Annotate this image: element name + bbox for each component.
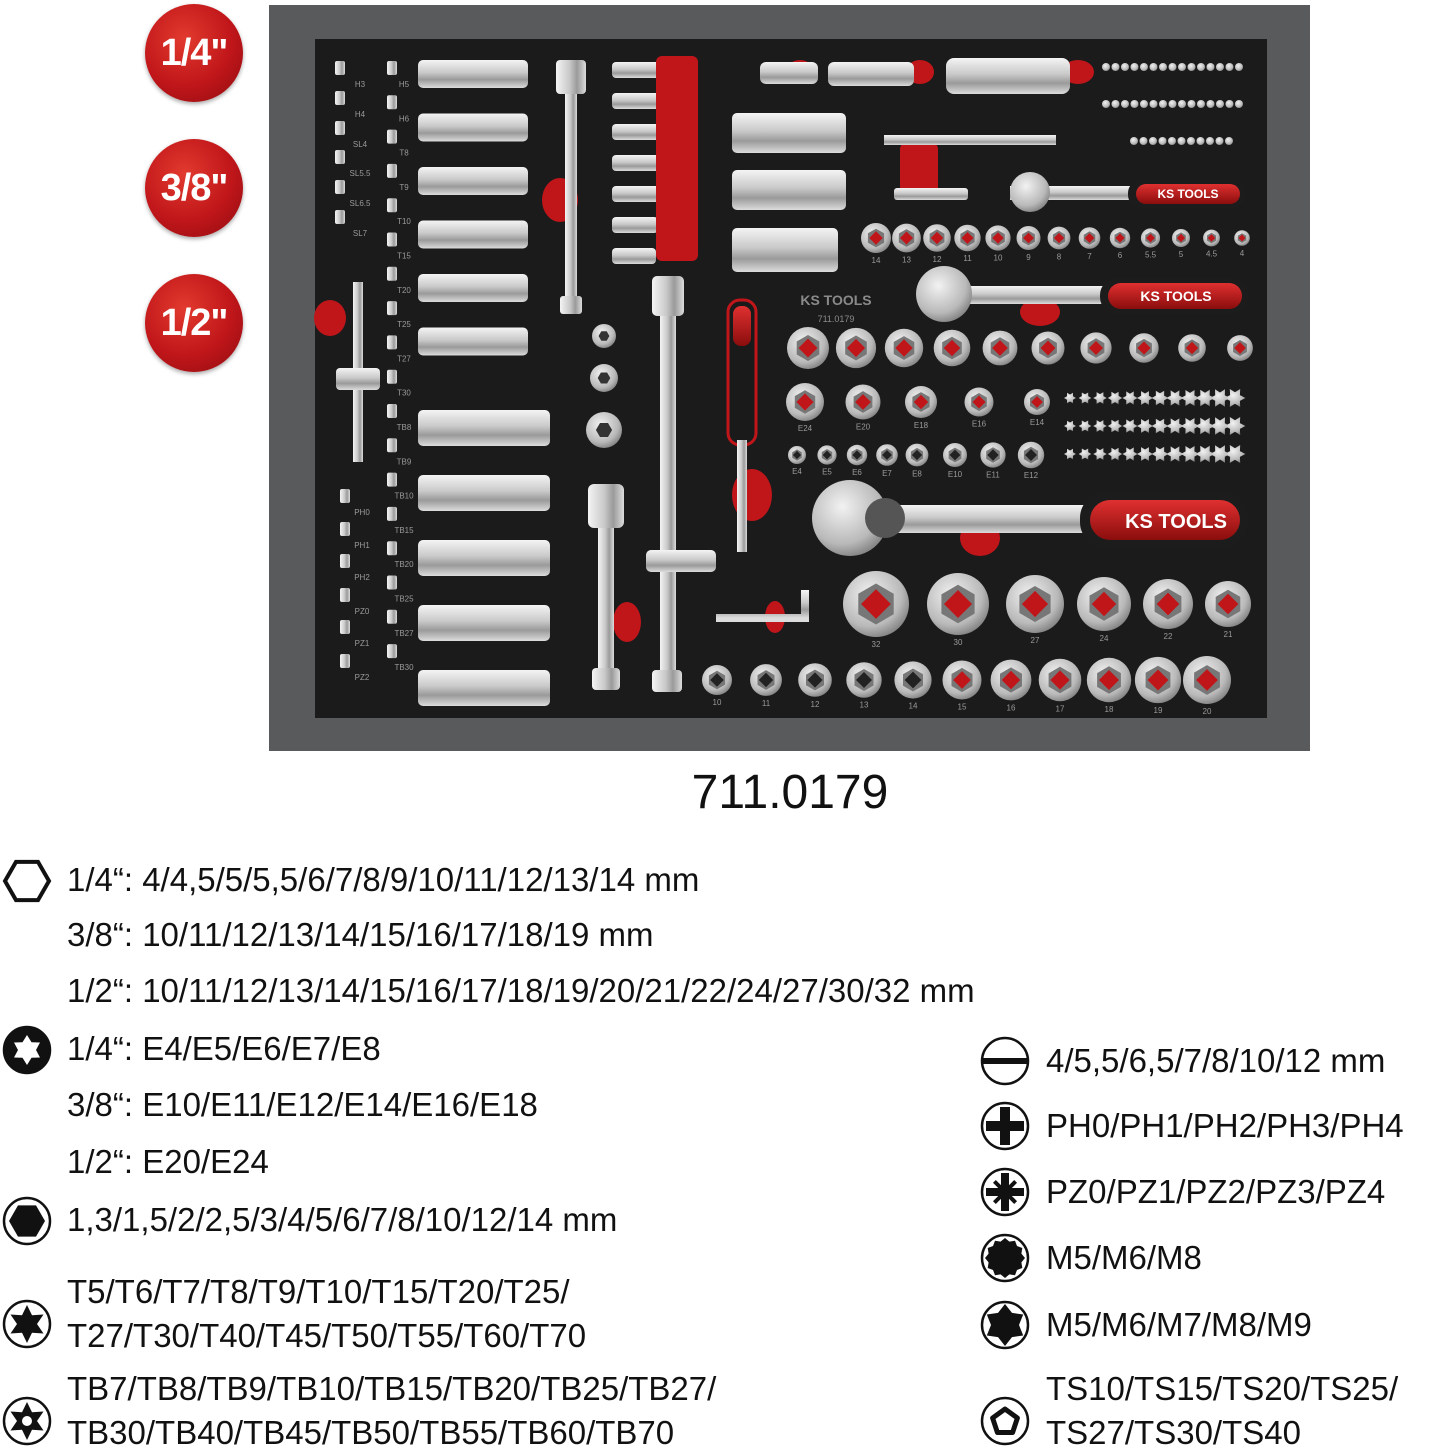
ratchet-three-eighths-inch — [916, 266, 1248, 322]
tray-size-label: 11 — [963, 254, 972, 264]
bit-label: PZ0 — [354, 607, 370, 616]
bit-socket — [612, 186, 660, 202]
tray-size-label: 19 — [1153, 706, 1163, 716]
bit-label: T25 — [397, 320, 411, 330]
tray-size-label: 21 — [1223, 630, 1233, 639]
spec-text: 1/4“: E4/E5/E6/E7/E8 — [67, 1030, 381, 1067]
bit — [387, 507, 397, 521]
tray-size-label: 11 — [761, 698, 771, 708]
bit — [1122, 447, 1137, 460]
bit-label: T9 — [399, 182, 409, 192]
bit — [335, 150, 345, 164]
bit — [387, 267, 397, 281]
bit — [1225, 445, 1246, 463]
bit-label: TB30 — [394, 663, 414, 673]
bit — [1169, 63, 1177, 71]
bit — [1226, 63, 1234, 71]
bit — [335, 210, 345, 224]
tray-size-label: 10 — [993, 253, 1003, 263]
bit — [387, 130, 397, 144]
deep-socket-2 — [732, 170, 846, 210]
bit — [1149, 137, 1157, 145]
spec-text: PH0/PH1/PH2/PH3/PH4 — [1046, 1107, 1404, 1144]
bit-socket — [612, 155, 662, 171]
bit — [1112, 100, 1120, 108]
bit — [1216, 100, 1224, 108]
bit — [1122, 419, 1137, 432]
bit — [1188, 100, 1196, 108]
bit — [1197, 63, 1205, 71]
tray-size-label: 13 — [902, 255, 911, 265]
bit — [340, 554, 350, 568]
tray-size-label: 8 — [1056, 252, 1062, 262]
bit-label: TB8 — [396, 423, 412, 432]
bit — [1235, 100, 1243, 108]
deep-socket-1 — [732, 113, 846, 153]
bit-label: PZ1 — [354, 639, 370, 648]
tray-size-label: 30 — [953, 638, 963, 647]
bit — [1131, 63, 1139, 71]
three-eighths-extension-bar — [660, 280, 676, 685]
svg-text:KS TOOLS: KS TOOLS — [1157, 187, 1219, 201]
tray-size-label: E11 — [986, 470, 1000, 480]
bit — [1102, 100, 1110, 108]
spec-text: TB30/TB40/TB45/TB50/TB55/TB60/TB70 — [67, 1414, 675, 1451]
short-extension-horizontal — [884, 135, 1056, 145]
bit-label: H6 — [398, 114, 410, 124]
tray-size-label: 18 — [1104, 705, 1114, 715]
bit-label: H4 — [354, 110, 366, 119]
bit — [335, 121, 345, 135]
tray-size-label: 9 — [1026, 253, 1031, 262]
bit — [1140, 137, 1148, 145]
spec-text: 1/2“: 10/11/12/13/14/15/16/17/18/19/20/21/22/24/27/30/32 mm — [67, 972, 975, 1009]
tray-size-label: 16 — [1006, 703, 1016, 713]
deep-socket — [418, 274, 528, 302]
badge-half-inch: 1/2" — [145, 274, 243, 372]
torx-tamper-icon — [2, 1396, 52, 1451]
bit-label: T27 — [397, 354, 411, 364]
bit — [1122, 391, 1137, 404]
deep-socket — [418, 60, 528, 88]
bit-label: SL7 — [352, 229, 368, 238]
tray-model: 711.0179 — [817, 314, 855, 324]
tray-size-label: E5 — [822, 467, 832, 477]
t-handle-slider — [646, 550, 716, 572]
bit — [1188, 63, 1196, 71]
bit — [335, 61, 345, 75]
bit — [1064, 393, 1076, 403]
u-joint-large — [946, 58, 1070, 94]
bit — [1121, 100, 1129, 108]
svg-text:KS TOOLS: KS TOOLS — [1125, 511, 1227, 533]
deep-socket — [418, 221, 528, 249]
bit — [1140, 100, 1148, 108]
tray-size-label: 5 — [1178, 250, 1184, 259]
tray-size-label: E6 — [852, 468, 862, 478]
bit — [1102, 63, 1110, 71]
bit-label: TB10 — [394, 491, 414, 501]
bit — [340, 489, 350, 503]
bit — [1226, 100, 1234, 108]
tray-logo: KS TOOLS — [800, 292, 872, 308]
bit-label: TB15 — [394, 525, 414, 535]
bit — [1137, 447, 1153, 461]
badge-quarter-inch: 1/4" — [145, 4, 243, 102]
tray-size-label: E14 — [1029, 418, 1045, 427]
slotted-icon — [980, 1036, 1030, 1091]
bit — [1108, 392, 1122, 404]
spec-text: 1,3/1,5/2/2,5/3/4/5/6/7/8/10/12/14 mm — [67, 1201, 618, 1238]
bit — [1152, 419, 1169, 434]
tray-size-label: 5.5 — [1144, 250, 1157, 260]
bit-socket — [612, 217, 658, 233]
bit — [387, 164, 397, 178]
bit-label: TB20 — [394, 560, 414, 570]
bit-label: SL6.5 — [349, 199, 371, 208]
xzn-icon — [980, 1300, 1030, 1355]
bit-label: TB25 — [394, 594, 414, 604]
bit — [335, 180, 345, 194]
bit — [1137, 391, 1153, 405]
bit — [1150, 100, 1158, 108]
tray-size-label: 6 — [1117, 251, 1123, 261]
bit — [1178, 137, 1186, 145]
tray-size-label: 27 — [1030, 636, 1040, 645]
tray-size-label: E4 — [792, 467, 802, 476]
bit — [1207, 63, 1215, 71]
u-joint-medium — [828, 62, 914, 86]
bit — [1150, 63, 1158, 71]
bit-label: H3 — [354, 80, 366, 89]
deep-socket — [418, 475, 550, 511]
bit-label: PH2 — [354, 573, 370, 582]
spec-text: PZ0/PZ1/PZ2/PZ3/PZ4 — [1046, 1173, 1386, 1210]
ratchet-half-inch — [812, 480, 1248, 556]
tray-size-label: 12 — [810, 699, 820, 709]
bit — [1225, 417, 1246, 435]
spec-text: 4/5,5/6,5/7/8/10/12 mm — [1046, 1042, 1386, 1079]
bit — [1130, 137, 1138, 145]
spec-text: M5/M6/M7/M8/M9 — [1046, 1306, 1312, 1343]
bit — [1206, 137, 1214, 145]
bit — [387, 610, 397, 624]
deep-socket-3 — [732, 228, 838, 272]
deep-socket — [418, 670, 550, 706]
bit — [1152, 447, 1169, 462]
torx-plus-icon — [980, 1396, 1030, 1451]
bit — [1159, 63, 1167, 71]
bit — [1168, 137, 1176, 145]
deep-socket — [418, 410, 550, 446]
tray-size-label: 14 — [871, 256, 881, 265]
bit — [1131, 100, 1139, 108]
bit — [387, 404, 397, 418]
bit — [387, 541, 397, 555]
bit — [1197, 137, 1205, 145]
tray-size-label: 13 — [859, 700, 869, 710]
spec-text: 1/4“: 4/4,5/5/5,5/6/7/8/9/10/11/12/13/14 mm — [67, 861, 700, 898]
bit — [387, 301, 397, 315]
spec-text: T5/T6/T7/T8/T9/T10/T15/T20/T25/ — [67, 1273, 570, 1310]
bit — [1093, 420, 1107, 432]
bit-label: SL4 — [352, 140, 368, 149]
bit — [340, 588, 350, 602]
bit — [1207, 100, 1215, 108]
bit — [340, 522, 350, 536]
foam-cutout-extension — [900, 143, 938, 193]
bit — [387, 576, 397, 590]
spec-text: TS27/TS30/TS40 — [1046, 1414, 1301, 1451]
bit-label: H5 — [398, 80, 410, 89]
bit — [387, 198, 397, 212]
spec-text: TB7/TB8/TB9/TB10/TB15/TB20/TB25/TB27/ — [67, 1370, 717, 1407]
tray-size-label: 22 — [1163, 632, 1173, 641]
bit — [387, 370, 397, 384]
torx-icon — [2, 1299, 52, 1354]
deep-socket — [418, 540, 550, 576]
bit-label: T20 — [397, 285, 411, 295]
bit — [1079, 393, 1092, 404]
spec-text: M5/M6/M8 — [1046, 1239, 1202, 1276]
hex-outline-icon — [2, 856, 52, 911]
bit — [1152, 391, 1169, 406]
deep-socket — [418, 114, 528, 142]
bit-label: TB9 — [396, 457, 412, 467]
bit — [387, 233, 397, 247]
bit-label: PZ2 — [354, 673, 370, 682]
bit — [1079, 421, 1092, 432]
svg-text:KS TOOLS: KS TOOLS — [1140, 288, 1212, 304]
bit-label: T15 — [397, 251, 411, 261]
bit — [1140, 63, 1148, 71]
ratchet-quarter-inch — [1010, 172, 1246, 212]
quarter-extension-bar — [565, 62, 577, 312]
foam-cutout-bits — [656, 56, 698, 261]
bit — [1187, 137, 1195, 145]
tray-size-label: 14 — [908, 701, 918, 711]
tray-size-label: E24 — [797, 424, 813, 433]
bit — [387, 61, 397, 75]
bit — [1137, 419, 1153, 433]
bit — [340, 620, 350, 634]
tray-size-label: E7 — [882, 468, 892, 478]
spec-text: 3/8“: 10/11/12/13/14/15/16/17/18/19 mm — [67, 916, 654, 953]
tray-size-label: E10 — [947, 470, 963, 479]
e-torx-icon — [2, 1025, 52, 1080]
u-joint-small — [760, 62, 818, 84]
spec-text: 3/8“: E10/E11/E12/E14/E16/E18 — [67, 1086, 538, 1123]
bit — [1121, 63, 1129, 71]
bit-label: PH1 — [354, 541, 370, 550]
bit — [1225, 389, 1246, 407]
bit — [387, 473, 397, 487]
hex-key-icon — [2, 1196, 52, 1251]
deep-socket — [418, 328, 528, 356]
tray-size-label: 12 — [932, 254, 942, 264]
deep-socket — [418, 167, 528, 195]
bit — [387, 95, 397, 109]
bit — [1093, 392, 1107, 404]
bit-label: SL5.5 — [349, 169, 371, 178]
spec-text: T27/T30/T40/T45/T50/T55/T60/T70 — [67, 1317, 587, 1354]
bit — [1108, 420, 1122, 432]
bit — [387, 335, 397, 349]
phillips-icon — [980, 1101, 1030, 1156]
tray-size-label: 7 — [1087, 251, 1092, 261]
tray-size-label: 4.5 — [1205, 249, 1218, 259]
deep-socket — [418, 605, 550, 641]
bit — [1079, 449, 1092, 460]
bit — [1108, 448, 1122, 460]
bit — [1225, 137, 1233, 145]
bit — [1169, 100, 1177, 108]
tray-size-label: E16 — [971, 419, 987, 429]
tray-size-label: E18 — [913, 421, 929, 430]
bit-socket — [612, 248, 656, 264]
bit — [387, 438, 397, 452]
bit-label: T8 — [399, 148, 409, 158]
tray-size-label: E20 — [855, 422, 871, 432]
tray-size-label: E8 — [912, 469, 922, 479]
badge-three-eighths-inch: 3/8" — [145, 139, 243, 237]
bit — [1178, 100, 1186, 108]
bit — [335, 91, 345, 105]
tray-size-label: 4 — [1239, 248, 1245, 258]
bit — [1178, 63, 1186, 71]
bit — [1064, 421, 1076, 431]
bit — [1159, 100, 1167, 108]
bit — [340, 654, 350, 668]
bit — [1216, 63, 1224, 71]
spline-icon — [980, 1233, 1030, 1288]
bit — [1112, 63, 1120, 71]
pozidriv-icon — [980, 1167, 1030, 1222]
tray-size-label: E12 — [1023, 471, 1039, 481]
bit-label: PH0 — [354, 508, 370, 517]
bit — [1235, 63, 1243, 71]
l-hex-key — [716, 590, 805, 618]
bit-label: T10 — [397, 217, 411, 227]
bit-label: TB27 — [394, 628, 414, 638]
tray-size-label: 24 — [1099, 634, 1109, 643]
bit — [1093, 448, 1107, 460]
tray-size-label: 17 — [1055, 704, 1065, 714]
model-number: 711.0179 — [691, 766, 889, 819]
tray-size-label: 32 — [871, 640, 881, 649]
bit — [1197, 100, 1205, 108]
bit — [1159, 137, 1167, 145]
tray-size-label: 15 — [957, 702, 967, 712]
bit-label: T30 — [397, 388, 411, 398]
spec-text: TS10/TS15/TS20/TS25/ — [1046, 1370, 1399, 1407]
bit — [1216, 137, 1224, 145]
spec-text: 1/2“: E20/E24 — [67, 1143, 269, 1180]
bit — [1064, 449, 1076, 459]
tray-size-label: 10 — [712, 698, 722, 707]
tray-size-label: 20 — [1202, 707, 1212, 716]
bit — [387, 644, 397, 658]
